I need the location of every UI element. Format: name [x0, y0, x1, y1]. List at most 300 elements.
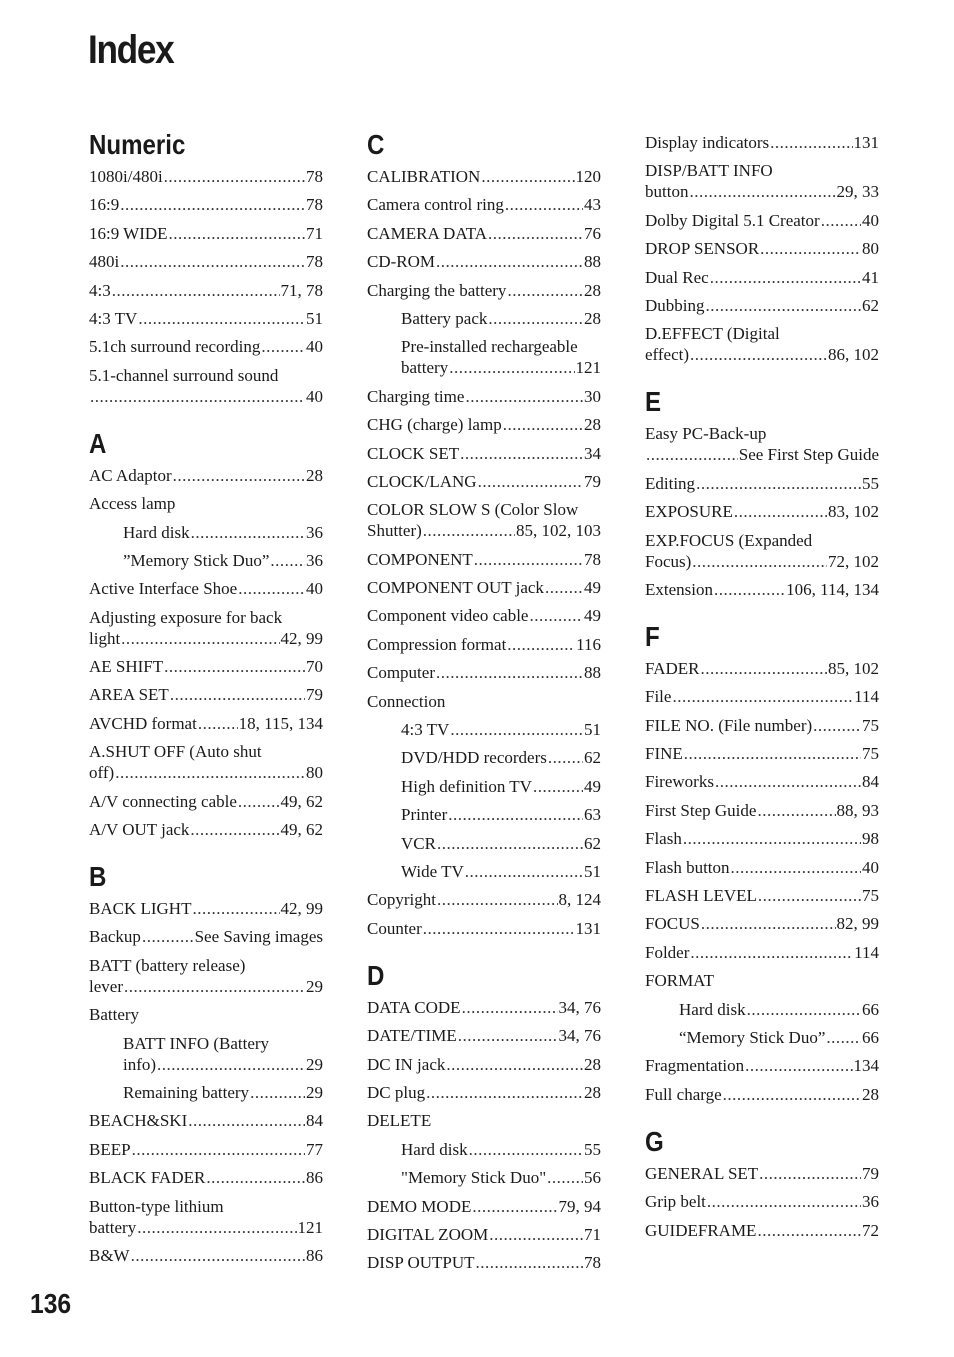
entry-term: COMPONENT — [367, 549, 473, 569]
entry-term: CAMERA DATA — [367, 223, 488, 243]
index-entry — [645, 1163, 879, 1184]
leader-dots — [548, 747, 583, 768]
entry-line — [367, 414, 601, 435]
leader-dots — [188, 1110, 305, 1131]
entry-line — [89, 898, 323, 919]
entry-line — [401, 1139, 601, 1160]
index-section — [89, 860, 323, 1266]
entry-line — [89, 251, 323, 272]
entry-term-continued: light — [89, 628, 121, 648]
entry-term: Counter — [367, 918, 422, 938]
entry-term: Pre-installed rechargeable — [401, 337, 578, 357]
entry-pages: 80 — [306, 763, 323, 783]
leader-dots — [683, 828, 861, 849]
index-entry — [367, 166, 601, 187]
entry-line — [645, 686, 879, 707]
entry-pages: 116 — [576, 634, 601, 654]
index-entry — [89, 280, 323, 301]
index-subentry — [367, 308, 601, 329]
entry-line — [367, 634, 601, 655]
entry-pages: 70 — [306, 657, 323, 677]
entry-line — [89, 1004, 323, 1025]
entry-term: A/V OUT jack — [89, 820, 190, 840]
leader-dots — [689, 181, 835, 202]
entry-line — [645, 771, 879, 792]
entry-pages: 28 — [862, 1084, 879, 1104]
entry-line — [645, 828, 879, 849]
entry-term: Dual Rec — [645, 267, 709, 287]
entry-term: Grip belt — [645, 1192, 706, 1212]
entry-pages: 131 — [853, 133, 879, 152]
entry-line — [367, 889, 601, 910]
entry-pages: 28 — [584, 1054, 601, 1074]
leader-dots — [745, 1055, 852, 1076]
leader-dots — [469, 1139, 583, 1160]
entry-term-continued: effect) — [645, 345, 690, 365]
entry-line — [89, 1167, 323, 1188]
leader-dots — [169, 223, 305, 244]
entry-line — [401, 861, 601, 882]
leader-dots — [700, 658, 827, 679]
index-subentry — [367, 747, 601, 768]
entry-term: EXPOSURE — [645, 502, 733, 522]
entry-term: 480i — [89, 252, 120, 272]
entry-pages: 42, 99 — [280, 899, 323, 919]
leader-dots — [270, 550, 305, 571]
entry-term: GUIDEFRAME — [645, 1220, 757, 1240]
entry-term: AVCHD format — [89, 713, 197, 733]
entry-line — [645, 181, 879, 202]
entry-term: 16:9 — [89, 195, 120, 215]
index-entry — [89, 713, 323, 734]
page-number: 136 — [30, 1288, 72, 1319]
entry-term-continued: battery — [89, 1217, 137, 1237]
entry-line — [89, 386, 323, 407]
entry-pages: 28 — [584, 415, 601, 435]
index-entry — [645, 942, 879, 963]
entry-pages: 86 — [306, 1245, 323, 1265]
index-entry — [367, 997, 601, 1018]
entry-pages: 43 — [584, 195, 601, 215]
entry-line — [367, 499, 601, 520]
entry-line — [401, 719, 601, 740]
entry-pages: 72, 102 — [828, 551, 879, 571]
index-section — [89, 427, 323, 840]
entry-term: 1080i/480i — [89, 167, 163, 186]
entry-term-continued: Shutter) — [367, 521, 422, 541]
index-entry — [89, 1110, 323, 1131]
entry-pages: 121 — [297, 1217, 323, 1237]
entry-pages: See Saving images — [194, 927, 323, 947]
leader-dots — [465, 386, 583, 407]
entry-term: Flash button — [645, 857, 730, 877]
entry-term: Camera control ring — [367, 195, 504, 215]
entry-line — [367, 1054, 601, 1075]
leader-dots — [131, 1245, 305, 1266]
index-section — [367, 128, 601, 939]
index-subentry — [645, 999, 879, 1020]
entry-term: FOCUS — [645, 914, 700, 934]
entry-line — [645, 1055, 879, 1076]
entry-line — [89, 926, 323, 947]
index-entry — [645, 530, 879, 572]
entry-line — [645, 530, 879, 551]
entry-term: Printer — [401, 805, 448, 825]
leader-dots — [132, 1139, 305, 1160]
index-entry — [367, 1082, 601, 1103]
entry-term: CLOCK/LANG — [367, 471, 477, 491]
leader-dots — [198, 713, 238, 734]
leader-dots — [734, 501, 827, 522]
entry-term: DC IN jack — [367, 1054, 446, 1074]
entry-term: D.EFFECT (Digital — [645, 324, 780, 344]
leader-dots — [173, 465, 305, 486]
entry-term: DC plug — [367, 1082, 426, 1102]
leader-dots — [690, 344, 827, 365]
index-entry — [645, 913, 879, 934]
entry-pages: 36 — [306, 550, 323, 570]
entry-term: Editing — [645, 473, 696, 493]
entry-pages: 106, 114, 134 — [786, 579, 879, 599]
entry-term: 4:3 TV — [401, 720, 450, 740]
entry-term: DROP SENSOR — [645, 239, 760, 259]
entry-term: CALIBRATION — [367, 167, 481, 186]
entry-line — [367, 605, 601, 626]
entry-line — [645, 970, 879, 991]
entry-pages: 88 — [584, 663, 601, 683]
entry-pages: 55 — [862, 473, 879, 493]
index-entry — [645, 1191, 879, 1212]
entry-term: Active Interface Shoe — [89, 579, 238, 599]
leader-dots — [684, 743, 861, 764]
entry-line — [367, 997, 601, 1018]
index-entry — [367, 889, 601, 910]
leader-dots — [112, 280, 280, 301]
entry-line — [367, 691, 601, 712]
entry-term: Adjusting exposure for back — [89, 607, 283, 627]
leader-dots — [462, 997, 558, 1018]
index-subentry — [645, 1027, 879, 1048]
entry-line — [401, 747, 601, 768]
index-entry — [367, 1025, 601, 1046]
index-entry — [645, 686, 879, 707]
index-subentry — [367, 833, 601, 854]
leader-dots — [137, 1217, 296, 1238]
entry-line — [89, 166, 323, 187]
leader-dots — [426, 1082, 583, 1103]
leader-dots — [190, 819, 279, 840]
entry-pages: 49 — [584, 776, 601, 796]
entry-term: Hard disk — [679, 999, 746, 1019]
index-entry — [645, 885, 879, 906]
entry-line — [367, 251, 601, 272]
entry-term: Connection — [367, 691, 446, 711]
leader-dots — [238, 578, 305, 599]
leader-dots — [423, 520, 515, 541]
leader-dots — [826, 1027, 861, 1048]
entry-line — [645, 1220, 879, 1241]
entry-term: 4:3 TV — [89, 308, 138, 328]
entry-term: CLOCK SET — [367, 443, 460, 463]
leader-dots — [488, 223, 583, 244]
leader-dots — [505, 194, 583, 215]
leader-dots — [731, 857, 861, 878]
index-subentry — [89, 1033, 323, 1075]
leader-dots — [710, 267, 861, 288]
section-heading: C — [367, 129, 385, 160]
entry-pages: 40 — [306, 337, 323, 357]
index-entry — [89, 1196, 323, 1238]
entry-term: File — [645, 687, 672, 707]
index-entry — [645, 771, 879, 792]
index-entry — [89, 493, 323, 514]
leader-dots — [170, 684, 305, 705]
entry-line — [89, 713, 323, 734]
leader-dots — [436, 251, 583, 272]
entry-line — [89, 955, 323, 976]
entry-term: High definition TV — [401, 776, 532, 796]
entry-term: Button-type lithium — [89, 1196, 224, 1216]
entry-line — [89, 365, 323, 386]
entry-term: Dolby Digital 5.1 Creator — [645, 210, 820, 230]
leader-dots — [191, 522, 305, 543]
entry-line — [367, 194, 601, 215]
index-entry — [367, 1196, 601, 1217]
entry-line — [645, 423, 879, 444]
entry-pages: 134 — [853, 1056, 879, 1076]
entry-line — [89, 607, 323, 628]
entry-term: Access lamp — [89, 494, 176, 514]
entry-line — [89, 578, 323, 599]
section-heading: Numeric — [89, 129, 186, 160]
entry-term: COMPONENT OUT jack — [367, 578, 544, 598]
entry-line — [645, 444, 879, 465]
entry-pages: 40 — [306, 386, 323, 406]
entry-line — [645, 267, 879, 288]
leader-dots — [760, 238, 861, 259]
leader-dots — [690, 942, 853, 963]
index-section — [89, 128, 323, 407]
entry-line — [367, 280, 601, 301]
entry-line — [367, 166, 601, 187]
entry-term: VCR — [401, 833, 436, 853]
entry-term: "Memory Stick Duo" — [401, 1168, 547, 1188]
index-entry — [89, 1004, 323, 1025]
leader-dots — [696, 473, 861, 494]
entry-line — [645, 1191, 879, 1212]
entry-pages: 55 — [584, 1139, 601, 1159]
entry-term: Compression format — [367, 634, 507, 654]
entry-pages: 66 — [862, 999, 879, 1019]
entry-pages: 120 — [575, 167, 601, 186]
leader-dots — [529, 605, 583, 626]
entry-line — [645, 344, 879, 365]
entry-term: DELETE — [367, 1111, 432, 1131]
index-entry — [367, 918, 601, 939]
entry-term: DATA CODE — [367, 997, 461, 1017]
leader-dots — [124, 976, 305, 997]
index-entry — [89, 308, 323, 329]
leader-dots — [450, 719, 583, 740]
entry-line — [123, 550, 323, 571]
leader-dots — [533, 776, 583, 797]
leader-dots — [507, 280, 583, 301]
entry-line — [645, 743, 879, 764]
entry-line — [367, 1025, 601, 1046]
entry-line — [89, 1110, 323, 1131]
index-entry — [645, 473, 879, 494]
entry-term: FORMAT — [645, 971, 714, 991]
index-entry — [645, 160, 879, 202]
entry-line — [401, 308, 601, 329]
entry-pages: 29 — [306, 1054, 323, 1074]
entry-pages: 80 — [862, 239, 879, 259]
entry-pages: 40 — [306, 579, 323, 599]
index-entry — [89, 684, 323, 705]
index-entry — [367, 280, 601, 301]
index-entry — [367, 471, 601, 492]
entry-pages: 41 — [862, 267, 879, 287]
entry-pages: 28 — [584, 1082, 601, 1102]
entry-line — [401, 1167, 601, 1188]
index-entry — [645, 295, 879, 316]
leader-dots — [192, 898, 279, 919]
entry-term: CD-ROM — [367, 252, 436, 272]
entry-line — [89, 336, 323, 357]
entry-line — [89, 684, 323, 705]
entry-term: Copyright — [367, 890, 436, 910]
index-entry — [89, 607, 323, 649]
index-entry — [89, 465, 323, 486]
index-entry — [89, 194, 323, 215]
index-subentry — [367, 804, 601, 825]
index-subentry — [367, 776, 601, 797]
entry-term: DISP OUTPUT — [367, 1253, 475, 1273]
entry-pages: 71 — [584, 1224, 601, 1244]
index-column-2 — [367, 128, 601, 1281]
index-entry — [367, 386, 601, 407]
leader-dots — [250, 1082, 305, 1103]
entry-line — [89, 1217, 323, 1238]
entry-pages: 79 — [584, 471, 601, 491]
entry-line — [89, 493, 323, 514]
entry-line — [89, 819, 323, 840]
entry-term: BATT (battery release) — [89, 955, 246, 975]
leader-dots — [120, 194, 305, 215]
index-entry — [645, 579, 879, 600]
index-subentry — [89, 1082, 323, 1103]
entry-term: Remaining battery — [123, 1082, 250, 1102]
entry-pages: 62 — [584, 748, 601, 768]
index-subentry — [89, 522, 323, 543]
entry-line — [367, 471, 601, 492]
index-entry — [645, 210, 879, 231]
entry-term: 5.1-channel surround sound — [89, 365, 279, 385]
index-entry — [645, 238, 879, 259]
entry-pages: 51 — [306, 308, 323, 328]
index-entry — [645, 800, 879, 821]
index-entry — [645, 828, 879, 849]
index-entry — [89, 898, 323, 919]
entry-pages: 29, 33 — [836, 182, 879, 202]
index-entry — [89, 336, 323, 357]
entry-term: Extension — [645, 579, 713, 599]
entry-pages: 62 — [584, 833, 601, 853]
entry-line — [89, 1139, 323, 1160]
index-entry — [645, 423, 879, 465]
entry-pages: 79, 94 — [558, 1196, 601, 1216]
index-entry — [89, 819, 323, 840]
entry-term: FINE — [645, 744, 683, 764]
leader-dots — [115, 762, 305, 783]
entry-term: GENERAL SET — [645, 1163, 759, 1183]
index-section — [645, 132, 879, 365]
page-title: Index — [88, 28, 174, 72]
index-entry — [645, 267, 879, 288]
entry-line — [89, 1196, 323, 1217]
entry-line — [645, 1163, 879, 1184]
entry-term: BLACK FADER — [89, 1168, 206, 1188]
entry-pages: 131 — [575, 918, 601, 938]
index-entry — [645, 857, 879, 878]
entry-term: Fragmentation — [645, 1056, 745, 1076]
entry-line — [89, 791, 323, 812]
index-entry — [367, 691, 601, 712]
entry-line — [367, 223, 601, 244]
index-section — [645, 620, 879, 1105]
index-entry — [645, 132, 879, 153]
entry-term: FILE NO. (File number) — [645, 715, 813, 735]
index-subentry — [367, 861, 601, 882]
entry-term-continued: battery — [401, 358, 449, 378]
entry-pages: 36 — [306, 522, 323, 542]
entry-pages: 75 — [862, 715, 879, 735]
leader-dots — [503, 414, 583, 435]
index-entry — [645, 1220, 879, 1241]
entry-line — [123, 1054, 323, 1075]
entry-term: Full charge — [645, 1084, 722, 1104]
entry-pages: 114 — [854, 687, 879, 707]
index-entry — [367, 605, 601, 626]
entry-pages: 49, 62 — [280, 820, 323, 840]
leader-dots — [90, 386, 305, 407]
leader-dots — [437, 833, 583, 854]
entry-line — [645, 715, 879, 736]
entry-pages: 18, 115, 134 — [238, 713, 323, 733]
entry-line — [645, 942, 879, 963]
entry-line — [645, 501, 879, 522]
entry-pages: 84 — [306, 1111, 323, 1131]
entry-term: DEMO MODE — [367, 1196, 472, 1216]
leader-dots — [142, 926, 194, 947]
index-section — [645, 1125, 879, 1241]
index-section — [367, 959, 601, 1274]
index-entry — [89, 741, 323, 783]
index-entry — [367, 1252, 601, 1273]
entry-term: A.SHUT OFF (Auto shut — [89, 742, 262, 762]
index-entry — [89, 656, 323, 677]
entry-term: AC Adaptor — [89, 465, 172, 485]
entry-pages: 78 — [306, 195, 323, 215]
leader-dots — [757, 800, 835, 821]
index-entry — [89, 1245, 323, 1266]
index-entry — [367, 549, 601, 570]
leader-dots — [120, 251, 305, 272]
index-entry — [645, 1084, 879, 1105]
entry-pages: 79 — [306, 685, 323, 705]
entry-term-continued: Focus) — [645, 551, 692, 571]
leader-dots — [715, 771, 861, 792]
